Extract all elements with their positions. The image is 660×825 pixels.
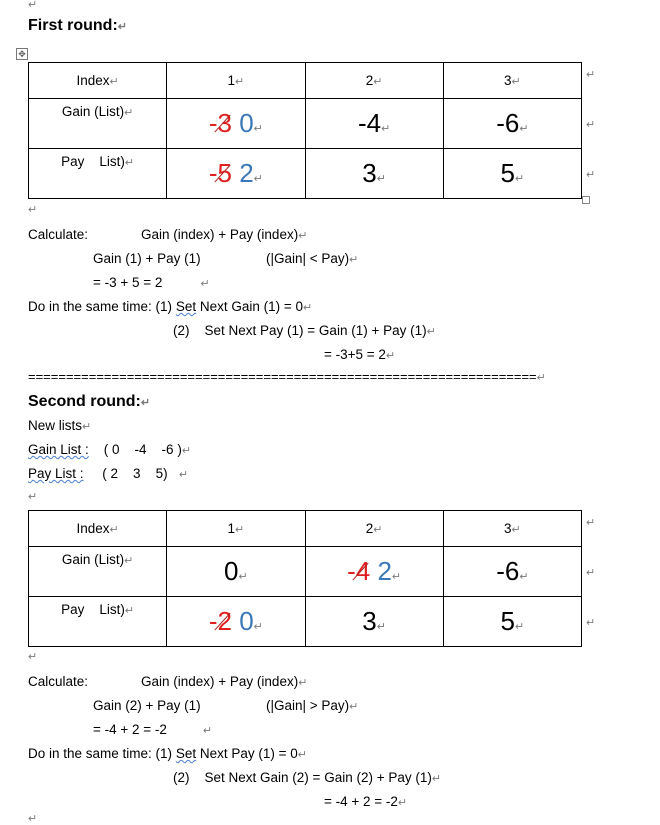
gain-old-value: -4 [347, 556, 371, 586]
paragraph-mark: ↵ [28, 651, 38, 663]
header-cell-2: 2↵ [305, 63, 443, 99]
gain-cell-3: -6↵ [443, 99, 581, 149]
gain-cell-2: -4 2↵ [305, 547, 443, 597]
gain-list-line: Gain List : ( 0 -4 -6 )↵ [28, 442, 192, 457]
header-cell-index: Index↵ [29, 63, 167, 99]
step-result: = -4 + 2 = -2↵ [324, 794, 408, 809]
pay-old-value: -5 [208, 158, 232, 188]
separator-line: ===================================================================↵ [28, 369, 546, 384]
row-end-mark: ↵ [586, 567, 596, 579]
header-cell-3: 3↵ [443, 63, 581, 99]
gain-cell-2: -4↵ [305, 99, 443, 149]
table-header-row [29, 511, 582, 547]
header-cell-1: 1↵ [167, 63, 305, 99]
calc-formula: Gain (index) + Pay (index)↵ [141, 674, 308, 689]
new-lists-label: New lists↵ [28, 418, 92, 433]
header-cell-3: 3↵ [443, 511, 581, 547]
row-end-mark: ↵ [586, 119, 596, 131]
pay-old-value: -2 [208, 606, 232, 636]
table-row-pay [29, 597, 582, 647]
pay-cell-2: 3↵ [305, 149, 443, 199]
pay-cell-3: 5↵ [443, 597, 581, 647]
calc-line-2: = -3 + 5 = 2 ↵ [93, 275, 210, 290]
header-cell-1: 1↵ [167, 511, 305, 547]
pay-list-line: Pay List : ( 2 3 5) ↵ [28, 466, 189, 481]
header-cell-2: 2↵ [305, 511, 443, 547]
table-move-handle-icon[interactable]: ✥ [16, 48, 28, 60]
step-2: (2) Set Next Pay (1) = Gain (1) + Pay (1)↵ [173, 323, 436, 338]
table-row-pay [29, 149, 582, 199]
row-end-mark: ↵ [586, 169, 596, 181]
step-2: (2) Set Next Gain (2) = Gain (2) + Pay (1)↵ [173, 770, 442, 785]
gain-new-value: 0 [239, 108, 254, 138]
gain-label-cell: Gain (List)↵ [29, 547, 167, 597]
gain-cell-1: -3 0↵ [167, 99, 305, 149]
table-row-gain [29, 99, 582, 149]
calc-condition: (|Gain| < Pay)↵ [266, 251, 359, 266]
pay-label-cell: Pay List)↵ [29, 597, 167, 647]
round1-heading: First round:↵ [28, 17, 127, 34]
paragraph-mark: ↵ [28, 491, 38, 503]
paragraph-mark: ↵ [28, 0, 38, 11]
calc-line-1: Gain (1) + Pay (1) [93, 251, 201, 266]
calc-formula: Gain (index) + Pay (index)↵ [141, 227, 308, 242]
step-1: Do in the same time: (1) Set Next Pay (1) = 0↵ [28, 746, 307, 761]
pay-cell-3: 5↵ [443, 149, 581, 199]
table-row-gain [29, 547, 582, 597]
paragraph-mark: ↵ [28, 813, 38, 825]
calc-label: Calculate: [28, 674, 89, 689]
row-end-mark: ↵ [586, 69, 596, 81]
calc-line-1: Gain (2) + Pay (1) [93, 698, 201, 713]
step-1: Do in the same time: (1) Set Next Gain (1) = 0↵ [28, 299, 313, 314]
table-resize-handle[interactable] [582, 196, 590, 204]
pay-cell-2: 3↵ [305, 597, 443, 647]
row-end-mark: ↵ [586, 517, 596, 529]
gain-label-cell: Gain (List)↵ [29, 99, 167, 149]
gain-cell-1: 0↵ [167, 547, 305, 597]
header-cell-index: Index↵ [29, 511, 167, 547]
calc-label: Calculate: [28, 227, 89, 242]
step-result: = -3+5 = 2↵ [324, 347, 396, 362]
round2-heading: Second round:↵ [28, 393, 151, 410]
round2-table [28, 510, 582, 647]
row-end-mark: ↵ [586, 617, 596, 629]
gain-new-value: 2 [377, 556, 392, 586]
pay-label-cell: Pay List)↵ [29, 149, 167, 199]
calc-line-2: = -4 + 2 = -2 ↵ [93, 722, 213, 737]
pay-cell-1: -5 2↵ [167, 149, 305, 199]
pay-new-value: 2 [239, 158, 254, 188]
table-header-row [29, 63, 582, 99]
calc-condition: (|Gain| > Pay)↵ [266, 698, 359, 713]
round1-table [28, 62, 582, 199]
gain-cell-3: -6↵ [443, 547, 581, 597]
pay-new-value: 0 [239, 606, 254, 636]
gain-old-value: -3 [208, 108, 232, 138]
paragraph-mark: ↵ [28, 204, 38, 216]
pay-cell-1: -2 0↵ [167, 597, 305, 647]
